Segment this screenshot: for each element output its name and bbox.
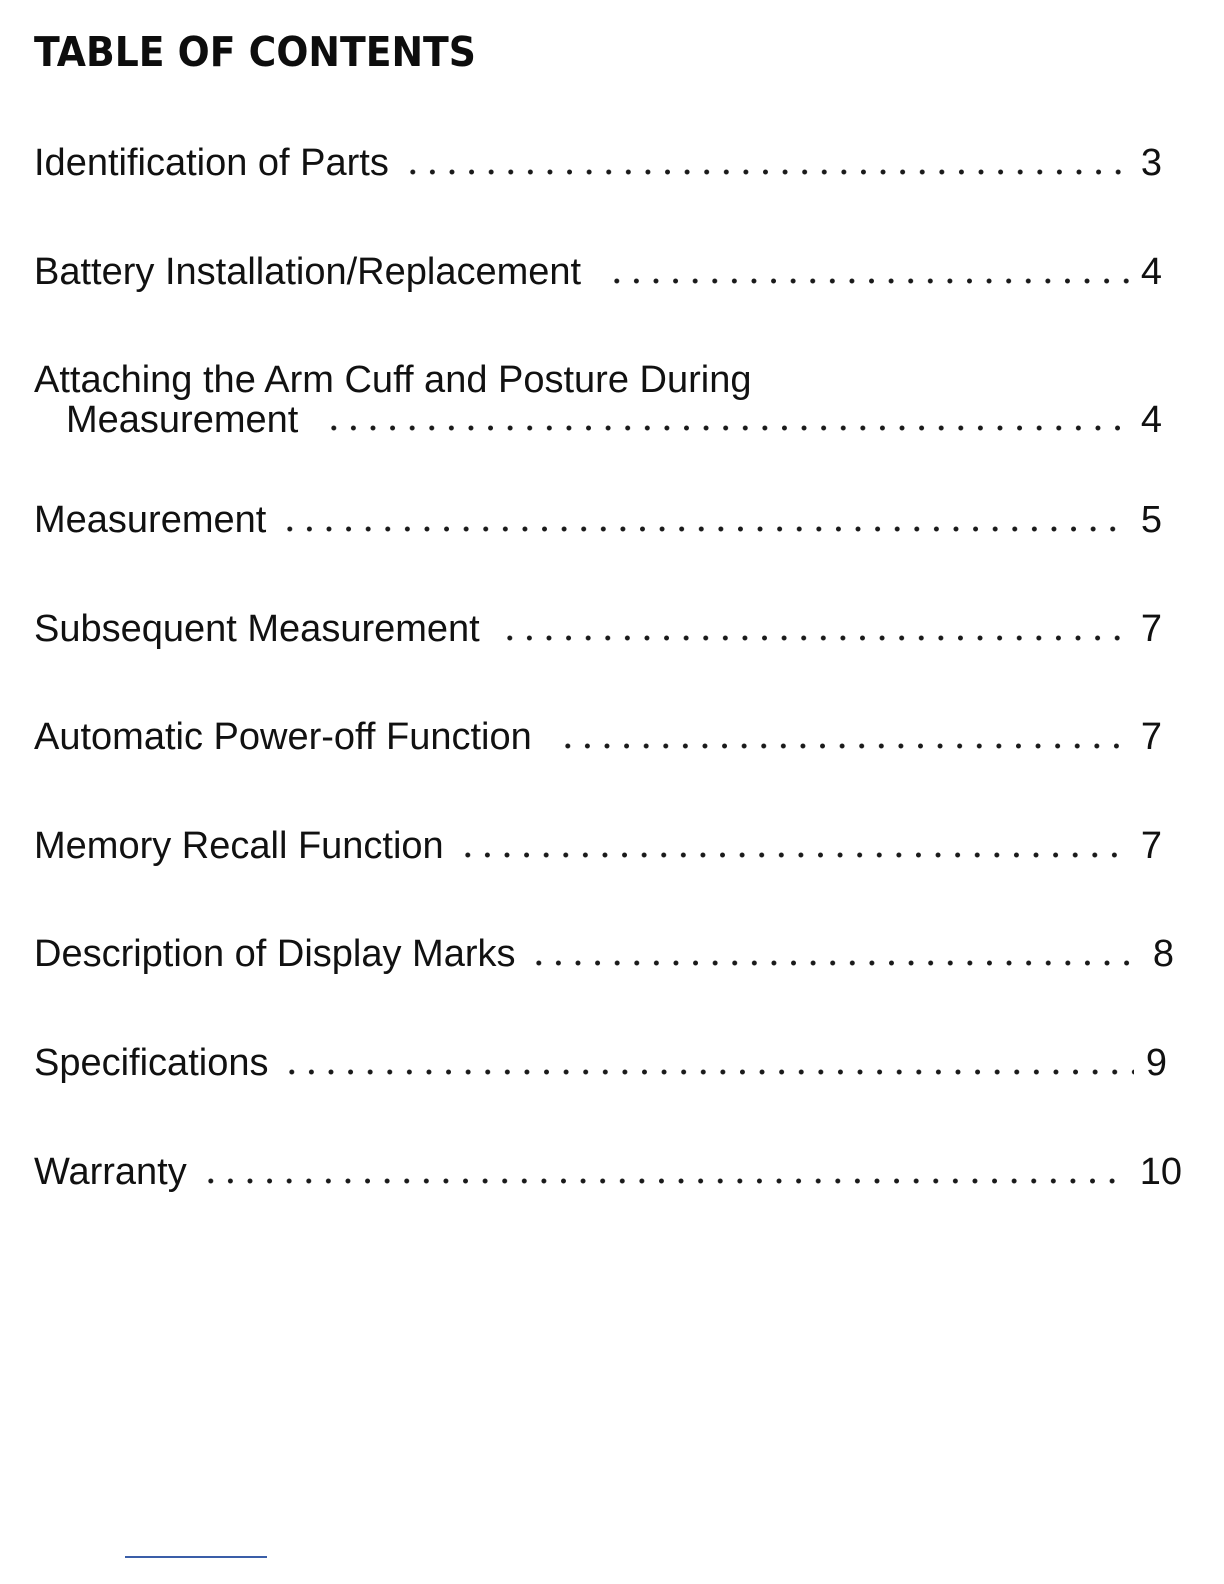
dot-leader (458, 851, 1129, 859)
dot-leader (558, 742, 1129, 750)
toc-page-number: 10 (1139, 1151, 1182, 1193)
toc-entry-warranty[interactable] (34, 1149, 1182, 1195)
toc-page-number: 9 (1145, 1042, 1167, 1084)
dot-leader (201, 1177, 1128, 1185)
toc-page-number: 8 (1152, 933, 1174, 975)
toc-entry-subsequent-measurement[interactable] (34, 606, 1162, 652)
toc-entry-title: Warranty (34, 1151, 187, 1193)
toc-page-number: 5 (1140, 499, 1162, 541)
dot-leader (324, 424, 1129, 432)
toc-entry-title-line1: Attaching the Arm Cuff and Posture During (34, 359, 752, 401)
toc-page-number: 3 (1140, 142, 1162, 184)
toc-page-number: 7 (1140, 608, 1162, 650)
toc-entry-title-line2: Measurement (66, 399, 299, 441)
toc-page-number: 4 (1140, 251, 1162, 293)
toc-entry-title: Automatic Power-off Function (34, 716, 532, 758)
dot-leader (607, 277, 1129, 285)
toc-entry-battery-installation[interactable] (34, 249, 1162, 295)
toc-page-number: 7 (1140, 825, 1162, 867)
toc-entry-attaching-arm-cuff[interactable] (34, 359, 1162, 442)
toc-entry-identification-of-parts[interactable] (34, 140, 1162, 186)
dot-leader (280, 525, 1129, 533)
toc-entry-measurement[interactable] (34, 497, 1162, 543)
toc-entry-title: Memory Recall Function (34, 825, 444, 867)
dot-leader (529, 959, 1140, 967)
toc-entry-title: Subsequent Measurement (34, 608, 480, 650)
page-title: TABLE OF CONTENTS (34, 28, 476, 76)
footer-underline-mark (125, 1556, 267, 1558)
toc-entry-display-marks[interactable] (34, 931, 1174, 977)
toc-entry-title: Measurement (34, 499, 267, 541)
toc-entry-title: Specifications (34, 1042, 269, 1084)
toc-page-number: 4 (1140, 399, 1162, 441)
dot-leader (500, 634, 1129, 642)
dot-leader (282, 1068, 1133, 1076)
dot-leader (403, 168, 1129, 176)
toc-entry-title: Identification of Parts (34, 142, 389, 184)
toc-entry-memory-recall[interactable] (34, 823, 1162, 869)
toc-entry-title-line2-row (34, 398, 1162, 442)
toc-entry-automatic-power-off[interactable] (34, 714, 1162, 760)
toc-entry-title: Battery Installation/Replacement (34, 251, 582, 293)
toc-entry-specifications[interactable] (34, 1040, 1167, 1086)
toc-entry-title: Description of Display Marks (34, 933, 516, 975)
toc-page-number: 7 (1140, 716, 1162, 758)
